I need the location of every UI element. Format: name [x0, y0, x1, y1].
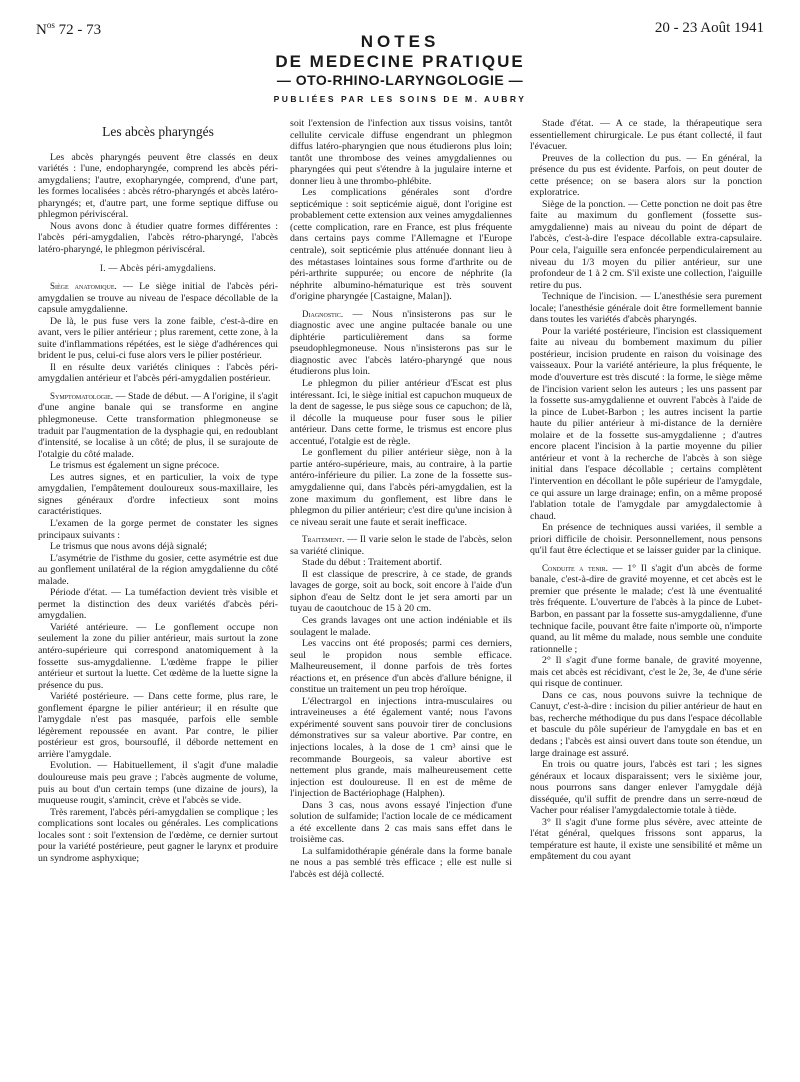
paragraph — [290, 557, 512, 569]
paragraph-text: Technique de l'incision. — L'anesthésie sera purement locale; l'anesthésie générale doit être formellement bannie dans toutes les variétés d'abcès pharyngés. — [530, 291, 762, 326]
column-3 — [530, 118, 762, 863]
paragraph — [290, 569, 512, 615]
paragraph-text: Stade du début : Traitement abortif. — [302, 557, 442, 569]
masthead-editor: PUBLIÉES PAR LES SOINS DE M. AUBRY — [273, 94, 527, 104]
column-1-body — [38, 152, 278, 865]
paragraph-text: Il en résulte deux variétés cliniques : l'abcès péri-amygdalien antérieur et l'abcès péri-amygdalien postérieur. — [38, 361, 278, 385]
paragraph-text: Stade d'état. — A ce stade, la thérapeutique sera essentiellement chirurgicale. Le pus étant collecté, il faut l'évacuer. — [530, 118, 762, 153]
paragraph-text: — Il varie selon le stade de l'abcès, selon sa variété clinique. — [290, 534, 512, 557]
paragraph-text: Il est classique de prescrire, à ce stade, de grands lavages de gorge, soit au bock, soit encore à l'aide d'un siphon d'eau de Seltz dont le jet sera amorti par un tuyau de caoutchouc de 15 à 20 cm. — [290, 568, 512, 615]
paragraph-text: 2° Il s'agit d'une forme banale, de gravité moyenne, mais cet abcès est récidivant, c'est le 2e, 3e, 4e d'une série qui risque de continuer. — [530, 655, 762, 690]
masthead-notes: NOTES — [360, 32, 440, 51]
paragraph — [530, 522, 762, 557]
paragraph — [38, 587, 278, 622]
paragraph-text: Période d'état. — La tuméfaction devient très visible et permet la distinction des deux variétés d'abcès péri-amygdalien. — [38, 587, 278, 622]
paragraph-text: En trois ou quatre jours, l'abcès est tari ; les signes généraux et locaux disparaissent; vers le sixième jour, nous pourrons sans danger enlever l'amygdale déjà disséquée, qu'il suffit de prendre dans un serre-nœud de Vacher pour réaliser l'amygdalectomie totale à tiède. — [530, 759, 762, 817]
paragraph-lead: Symptomatologie. — [50, 390, 114, 401]
paragraph-text: Preuves de la collection du pus. — En général, la présence du pus est évidente. Parfois, on peut douter de cette présence; on se basera alors sur la ponction exploratrice. — [530, 152, 762, 199]
paragraph-text: Ces grands lavages ont une action indéniable et ils soulagent le malade. — [290, 614, 512, 638]
paragraph-text: Variété antérieure. — Le gonflement occupe non seulement la zone du pilier antérieur, mais surtout la zone antéro-supérieure qui correspond anatomiquement à la fossette sus-amygdalienne. L'œdème frappe le pilier antérieur et surtout la luette. Cet œdème de la luette signe la présence du pus. — [38, 621, 278, 691]
paragraph — [38, 760, 278, 806]
paragraph-text: Les autres signes, et en particulier, la voix de type amygdalien, l'empâtement douloureux sous-maxillaire, les signes généraux d'ordre infectieux sont moins caractéristiques. — [38, 471, 278, 518]
paragraph — [290, 534, 512, 557]
paragraph — [290, 696, 512, 800]
paragraph — [290, 615, 512, 638]
paragraph — [38, 518, 278, 541]
paragraph — [530, 690, 762, 759]
paragraph-text: Le trismus que nous avons déjà signalé; — [50, 541, 207, 553]
paragraph-text: — 1° Il s'agit d'un abcès de forme banale, c'est-à-dire de gravité moyenne, et cet abcès est le premier que présente le malade; c'est là une éventualité très fréquente. L'ouverture de l'abcès à la pince de Lubet-Barbon, en passant par la fossette sus-amygdalienne, d'une technique facile, pouvant être faite n'importe où, n'importe quand, au lit même du malade, nous semble une conduite rationnelle ; — [530, 562, 762, 655]
paragraph-lead: Diagnostic. — [302, 308, 344, 319]
paragraph-lead: Conduite a tenir. — [542, 562, 608, 573]
paragraph — [38, 460, 278, 472]
issue-date: 20 - 23 Août 1941 — [654, 20, 764, 36]
paragraph — [530, 563, 762, 655]
paragraph-text: En présence de techniques aussi variées, il semble a priori difficile de choisir. Personnellement, nous pensons qu'il faut être éclectique et se laisser guider par la clinique. — [530, 522, 762, 557]
paragraph — [290, 309, 512, 378]
paragraph — [290, 187, 512, 302]
paragraph-text: Les vaccins ont été proposés; parmi ces derniers, seul le propidon nous semble efficace. Malheureusement, il donne parfois de très fortes réactions et, en présence d'un abcès d'allure bénigne, il constitue un traitement un peu trop héroïque. — [290, 638, 512, 696]
paragraph-text: Evolution. — Habituellement, il s'agit d'une maladie douloureuse mais peu grave ; l'abcès augmente de volume, puis au bout d'un certain temps (une dizaine de jours), la muqueuse rougit, s'amincit, crève et l'abcès se vide. — [38, 760, 278, 807]
paragraph-text: Les abcès pharyngés peuvent être classés en deux variétés : l'une, endopharyngée, comprend les abcès péri-amygdaliens; l'autre, exopharyngée, comprend, d'une part, les formes localisées : abcès rétro-pharyngés et abcès latéro-pharyngés; et, d'autre part, une forme septique diffuse ou phlegmon périviscéral. — [38, 151, 278, 221]
paragraph-text: Les complications générales sont d'ordre septicémique : soit septicémie aiguë, dont l'origine est probablement cette extension aux veines amygdaliennes (cette complication, rare en France, est plus fréquente dans certains pays comme l'Allemagne et l'Europe centrale), soit septicémie plus atténuée donnant lieu à des métastases lointaines sous forme d'arthrite ou de péri-arthrite suppurée; ou encore de néphrite (la néphrite albumino-hématurique est très souvent d'origine pharyngée [Castaigne, Malan]). — [290, 187, 512, 303]
paragraph — [290, 846, 512, 881]
paragraph-text: 3° Il s'agit d'une forme plus sévère, avec atteinte de l'état général, quelques frissons sont apparus, la température est haute, il existe une sensibilité et même un empâtement du cou ayant — [530, 816, 762, 863]
paragraph — [38, 472, 278, 518]
paragraph-text: Le trismus est également un signe précoce. — [50, 460, 220, 472]
issue-number: $N^{os}$ 72 - 73 — [36, 20, 102, 38]
paragraph — [290, 118, 512, 187]
paragraph — [38, 316, 278, 362]
paragraph-text: De là, le pus fuse vers la zone faible, c'est-à-dire en avant, vers le pilier antérieur ; plus rarement, cette zone, à la suite d'inflammations répétées, est le siège d'adhérences qui brident le pus, celui-ci fuse alors vers le pilier postérieur. — [38, 315, 278, 362]
paragraph-text: L'examen de la gorge permet de constater les signes principaux suivants : — [38, 517, 278, 541]
column-3-body — [530, 118, 762, 863]
paragraph — [290, 378, 512, 447]
paragraph-text: Le gonflement du pilier antérieur siège, non à la partie antéro-supérieure, mais, au contraire, à la partie antéro-inférieure du pilier. La zone de la fossette sus-amygdalienne qui, dans l'abcès péri-amygdalien, est la zone maximum du gonflement, est libre dans le phlegmon du pilier antérieur; c'est dire qu'une incision à ce niveau serait une faute et serait inefficace. — [290, 447, 512, 528]
column-1 — [38, 118, 278, 864]
paragraph-text: Siège de la ponction. — Cette ponction ne doit pas être faite au maximum du gonflement (fossette sus-amygdalienne) mais au niveau du point de départ de l'abcès, c'est-à-dire l'espace décollable extra-capsulaire. Pour cela, l'aiguille sera enfoncée perpendiculairement au niveau du 1/3 moyen du pilier antérieur, sur une profondeur de 1 à 2 cm. S'il existe une collection, l'aiguille retire du pus. — [530, 198, 762, 291]
paragraph — [530, 817, 762, 863]
paragraph-text: Le phlegmon du pilier antérieur d'Escat est plus intéressant. Ici, le siège initial est capuchon muqueux de la dent de sagesse, le pus siège sous ce capuchon; de là, il décolle la muqueuse pour fuser sous le pilier antérieur. Dans cette forme, le trismus est encore plus accentué, l'otalgie est de règle. — [290, 378, 512, 447]
paragraph — [38, 152, 278, 221]
paragraph — [530, 326, 762, 522]
section-heading: I. — Abcès péri-amygdaliens. — [99, 263, 217, 274]
paragraph-text: Variété postérieure. — Dans cette forme, plus rare, le gonflement épargne le pilier antérieur; il en résulte que l'amygdale n'est pas masquée, parfois elle semble légèrement repoussée en avant. Par contre, le pilier postérieur est gros, boursouflé, il déborde nettement en arrière l'amygdale. — [38, 691, 278, 760]
paragraph-text: Nous avons donc à étudier quatre formes différentes : l'abcès péri-amygdalien, l'abcès rétro-pharyngé, l'abcès latéro-pharyngé, le phlegmon périviscéral. — [38, 220, 278, 255]
paragraph — [290, 800, 512, 846]
paragraph — [38, 622, 278, 691]
paragraph-text: soit l'extension de l'infection aux tissus voisins, tantôt cellulite cervicale diffuse engendrant un phlegmon diffus latéro-pharyngien que nous étudierons plus loin; tantôt une thrombose des veines amygdaliennes ou pharyngées qui peut s'étendre à la jugulaire interne et donner lieu à une thrombo-phlébite. — [290, 118, 512, 187]
paragraph-text: Très rarement, l'abcès péri-amygdalien se complique ; les complications sont locales ou générales. Les complications locales sont : soit l'extension de l'œdème, ce dernier surtout pour la variété postérieure, peut gagner le larynx et produire un syndrome asphyxique; — [38, 806, 278, 864]
column-2 — [290, 118, 512, 881]
paragraph — [38, 691, 278, 760]
paragraph-text: Pour la variété postérieure, l'incision est classiquement faite au niveau du bombement maximum du pilier postérieur, incision prudente en raison du voisinage des vaisseaux. Pour la variété antérieure, la plus fréquente, le mode d'ouverture est très discuté : la forme, le siège même de l'incision varient selon les auteurs ; les uns passent par la fossette sus-amygdalienne et ouvrent l'abcès à l'aide de la pince de Lubet-Barbon ; les autres incisent la partie haute du pilier antérieur à mi-distance de la dernière molaire et de la fossette sus-amygdalienne ; d'autres encore placent l'incision à la partie moyenne du pilier antérieur et vont à la recherche de l'abcès à son siège initial dans l'espace décollable ; certains complètent l'intervention en décollant le pôle supérieur de l'amygdale, ce qui assure un large drainage; enfin, on a même proposé l'ablation totale de l'amygdale par amygdalectomie à chaud. — [530, 325, 762, 522]
paragraph — [290, 447, 512, 528]
paragraph-text: La sulfamidothérapie générale dans la forme banale ne nous a pas semblé très efficace ; elle est nulle si l'abcès est déjà collecté. — [290, 845, 512, 880]
paragraph — [530, 199, 762, 291]
paragraph — [290, 638, 512, 696]
paragraph-lead: Traitement. — [302, 534, 345, 545]
column-2-body — [290, 118, 512, 881]
paragraph — [38, 362, 278, 385]
paragraph — [38, 281, 278, 316]
masthead-medecine: DE MEDECINE PRATIQUE — [275, 52, 525, 71]
paragraph — [530, 153, 762, 199]
paragraph — [530, 655, 762, 690]
paragraph-text: Dans ce cas, nous pouvons suivre la technique de Canuyt, c'est-à-dire : incision du pilier antérieur de haut en bas, recherche méthodique du pus dans l'espace décollable et bascule du pôle supérieur de l'amygdale en bas et en dedans ; l'abcès est ainsi ouvert dans toute son étendue, un large drainage est assuré. — [530, 689, 762, 759]
paragraph — [38, 807, 278, 865]
article-title: Les abcès pharyngés — [102, 124, 214, 139]
paragraph — [530, 291, 762, 326]
paragraph — [530, 759, 762, 817]
paragraph-text: Dans 3 cas, nous avons essayé l'injection d'une solution de sulfamide; l'action locale de ce médicament a été excellente dans 2 cas mais sans effet dans le troisième cas. — [290, 799, 512, 846]
paragraph-text: — Le siège initial de l'abcès péri-amygdalien se trouve au niveau de l'espace décollable de la capsule amygdalienne. — [38, 281, 278, 316]
paragraph-text: — Stade de début. — A l'origine, il s'agit d'une angine banale qui se transforme en angine phlegmoneuse. Cette transformation phlegmoneuse se traduit par l'augmentation de la dysphagie qui, en redoublant d'intensité, se localise à un côté; de plus, il se surajoute de l'otalgie du côté malade. — [38, 390, 278, 460]
paragraph-text: L'électrargol en injections intra-musculaires ou intraveineuses a été également vanté; nous l'avons expérimenté souvent sans pouvoir tirer de conclusions démonstratives sur sa valeur abortive. Par contre, en injections locales, à la dose de 1 cm³ ainsi que le recommande Bourgeois, sa valeur abortive est nettement plus grande, mais malheureusement cette injection est douloureuse. Il en est de même de l'injection de Bactériophage (Halphen). — [290, 695, 512, 800]
paragraph-lead: Siège anatomique. — [50, 281, 117, 292]
paragraph-text: — Nous n'insisterons pas sur le diagnostic avec une angine pultacée banale ou une diphtérie particulièrement dans sa forme pseudophlegmoneuse. Nous n'insisterons pas sur le diagnostic avec l'abcès latéro-pharyngé que nous étudierons plus loin. — [290, 308, 512, 378]
paragraph — [38, 221, 278, 256]
paragraph — [38, 541, 278, 553]
paragraph — [38, 553, 278, 588]
paragraph-text: L'asymétrie de l'isthme du gosier, cette asymétrie est due au gonflement unilatéral de la région amygdalienne du côté malade. — [38, 552, 278, 587]
paragraph — [38, 391, 278, 460]
paragraph — [530, 118, 762, 153]
masthead-specialty: — OTO-RHINO-LARYNGOLOGIE — — [276, 72, 524, 88]
